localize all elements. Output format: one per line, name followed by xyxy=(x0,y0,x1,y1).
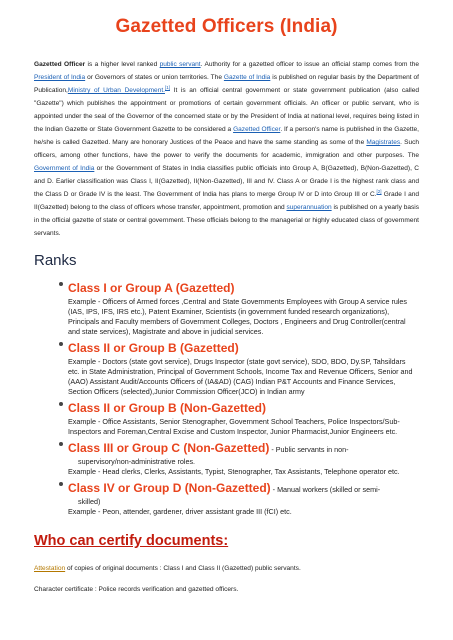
attestation-text: of copies of original documents : Class I and Class II (Gazetted) public servants. xyxy=(65,565,301,572)
rank-item-class-2-gazetted xyxy=(68,339,419,397)
ministry-link[interactable]: Ministry of Urban Development. xyxy=(67,87,165,94)
citation-2[interactable]: [2] xyxy=(376,188,382,194)
president-link[interactable]: President of India xyxy=(34,74,86,81)
rank-example: Example - Doctors (state govt service), Drugs Inspector (state govt service), SDO, BDO, Dy.SP, Tahsildars etc. in State Administration, Principal of Government Schools, Income Tax and Revenue Officers, Senior and (AAO) Assistant Audit/Accounts Officers of (IA&AD) (CAG) Indian P&T Accounts and Finance Services, Section Officers (selected),Junior Commission Officer(JCO) in Indian army xyxy=(68,357,413,396)
intro-text: . Authority for a gazetted officer to issue an official stamp comes from the xyxy=(200,61,419,68)
rank-item-class-1 xyxy=(68,279,419,337)
intro-text: . Such officers, among other functions, have the power to verify the documents for academic, immigration and other purposes. The xyxy=(34,139,420,159)
intro-text: is published on a yearly basis in the official gazette of state or central government. These officials belong to the managerial or highly educated class of government servants. xyxy=(34,204,419,237)
intro-text: or the Government of States in India classifies public officials into Group A, B(Gazetted), B(Non-Gazetted), C and D. Earlier classification was Class I, II(Gazetted), II(Non-Gazetted), III and IV. Class A or Grade I is the highest rank class and the Class D or Grade IV is the least. The Government of India has plans to merge Group IV or D into Group III or C. xyxy=(34,165,419,198)
gazetted-officer-link[interactable]: Gazetted Officer xyxy=(233,126,281,133)
rank-example: Example - Office Assistants, Senior Stenographer, Government School Teachers, Police Inspectors/Sub-Inspectors and Foreman,Central Excise and Custom Inspector, Junior Pharmacist,Junior Engineers etc. xyxy=(68,417,400,436)
bullet-icon xyxy=(59,342,63,346)
rank-title: Class II or Group B (Non-Gazetted) xyxy=(68,401,267,415)
attestation-line xyxy=(34,563,419,574)
public-servant-link[interactable]: public servant xyxy=(159,61,201,68)
rank-item-class-2-non-gazetted xyxy=(68,399,419,437)
rank-description-cont: supervisory/non-administrative roles. xyxy=(78,457,196,466)
intro-paragraph xyxy=(34,58,419,240)
page-title: Gazetted Officers (India) xyxy=(115,16,338,37)
government-of-india-link[interactable]: Government of India xyxy=(34,165,95,172)
who-can-certify-heading: Who can certify documents: xyxy=(34,533,229,549)
rank-title: Class I or Group A (Gazetted) xyxy=(68,281,235,295)
rank-description: - Public servants in non- xyxy=(269,445,349,454)
superannuation-link[interactable]: superannuation xyxy=(286,204,332,211)
rank-item-class-3 xyxy=(68,439,419,477)
bullet-icon xyxy=(59,482,63,486)
magistrates-link[interactable]: Magistrates xyxy=(366,139,401,146)
intro-text: or Governors of states or union territories. The xyxy=(85,74,224,81)
ranks-heading: Ranks xyxy=(34,252,77,269)
intro-text: It is an official central government or state government publication (also called "Gazette") which publishes the appointment or promotions of certain government officials. An officer or public servant, who is appointed under the seal of the Governor of the concerned state or by the President of India at national level, requires being listed in the Indian Gazette or State Government Gazette to be considered a xyxy=(34,87,419,133)
rank-description: - Manual workers (skilled or semi- xyxy=(270,485,381,494)
bullet-icon xyxy=(59,282,63,286)
intro-text: is a higher level ranked xyxy=(85,61,160,68)
bullet-icon xyxy=(59,402,63,406)
rank-title: Class II or Group B (Gazetted) xyxy=(68,341,239,355)
intro-text: Grade I and II(Gazetted) belong to the class of officers whose transfer, appointment, promotion and xyxy=(34,191,419,211)
intro-text: . If a person's name is published in the Gazette, he/she is called Gazetted. Many are honorary Justices of the Peace and have the same standing as some of the xyxy=(34,126,419,146)
character-certificate-line: Character certificate : Police records verification and gazetted officers. xyxy=(34,586,239,593)
intro-text: is published on regular basis by the Department of Publication, xyxy=(34,74,420,94)
rank-title: Class III or Group C (Non-Gazetted) xyxy=(68,441,270,455)
citation-1[interactable]: [1] xyxy=(164,84,170,90)
rank-description-cont: skilled) xyxy=(78,497,101,506)
rank-example: Example - Officers of Armed forces ,Central and State Governments Employees with Group A service rules (IAS, IPS, IFS, IRS etc.), Patent Examiner, Scientists (in government funded research organizations), Principals and Faculty members of Government Colleges, Doctors , Engineers and Drug Controller(central and state services), Magistrate and above in judicial services. xyxy=(68,297,408,336)
attestation-link[interactable]: Attestation xyxy=(34,565,66,572)
bullet-icon xyxy=(59,442,63,446)
rank-example: Example - Head clerks, Clerks, Assistants, Typist, Stenographer, Tax Assistants, Telephone operator etc. xyxy=(68,467,400,476)
gazette-of-india-link[interactable]: Gazette of India xyxy=(223,74,271,81)
intro-term: Gazetted Officer xyxy=(34,61,86,68)
rank-title: Class IV or Group D (Non-Gazetted) xyxy=(68,481,271,495)
rank-item-class-4 xyxy=(68,479,419,517)
rank-example: Example - Peon, attender, gardener, driver assistant grade III (fCI) etc. xyxy=(68,507,292,516)
ranks-list xyxy=(34,279,419,517)
